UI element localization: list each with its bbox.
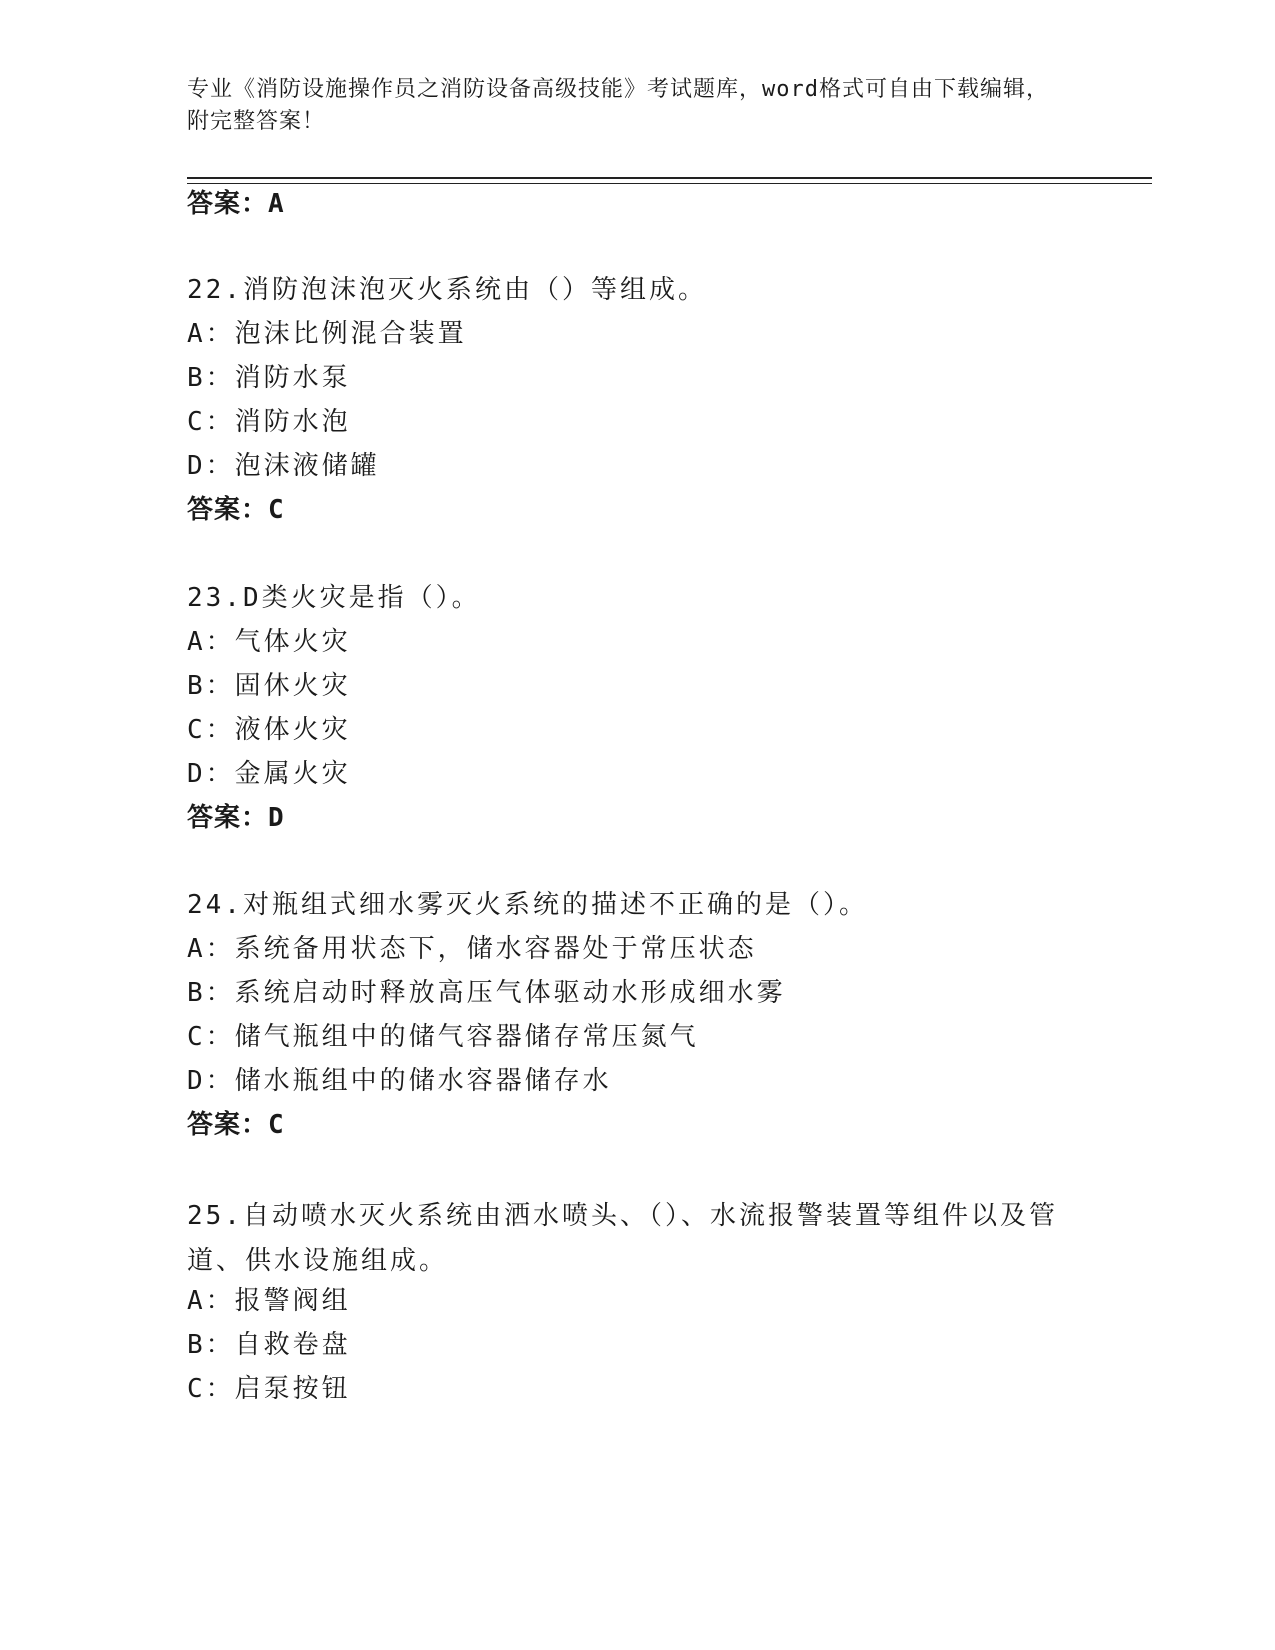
question-25-option-c: C：启泵按钮 (187, 1374, 351, 1404)
question-22-stem: 22.消防泡沫泡灭火系统由（）等组成。 (187, 275, 707, 305)
question-24-option-d: D：储水瓶组中的储水容器储存水 (187, 1066, 612, 1096)
answer-23: 答案：D (187, 803, 285, 833)
question-22-option-c: C：消防水泡 (187, 407, 351, 437)
question-22-option-a: A：泡沫比例混合装置 (187, 319, 467, 349)
question-25-option-a: A：报警阀组 (187, 1286, 351, 1316)
header-rule-thin (187, 183, 1152, 184)
question-24-option-a: A：系统备用状态下，储水容器处于常压状态 (187, 934, 757, 964)
question-25-stem: 25.自动喷水灭火系统由洒水喷头、（）、水流报警装置等组件以及管道、供水设施组成。 (187, 1201, 1058, 1276)
question-24-option-b: B：系统启动时释放高压气体驱动水形成细水雾 (187, 978, 786, 1008)
question-23-option-a: A：气体火灾 (187, 627, 351, 657)
header-rule-thick (187, 177, 1152, 179)
question-23-option-b: B：固休火灾 (187, 671, 351, 701)
question-23-option-c: C：液体火灾 (187, 715, 351, 745)
question-22-option-b: B：消防水泵 (187, 363, 351, 393)
question-24-option-c: C：储气瓶组中的储气容器储存常压氮气 (187, 1022, 699, 1052)
document-header: 专业《消防设施操作员之消防设备高级技能》考试题库，word格式可自由下载编辑，附完整答案！ (187, 77, 1049, 134)
answer-21: 答案：A (187, 189, 285, 219)
answer-24: 答案：C (187, 1110, 285, 1140)
question-22-option-d: D：泡沫液储罐 (187, 451, 380, 481)
question-25-option-b: B：自救卷盘 (187, 1330, 351, 1360)
question-23-stem: 23.D类火灾是指（）。 (187, 583, 481, 613)
answer-22: 答案：C (187, 495, 285, 525)
question-23-option-d: D：金属火灾 (187, 759, 351, 789)
question-24-stem: 24.对瓶组式细水雾灭火系统的描述不正确的是（）。 (187, 890, 868, 920)
